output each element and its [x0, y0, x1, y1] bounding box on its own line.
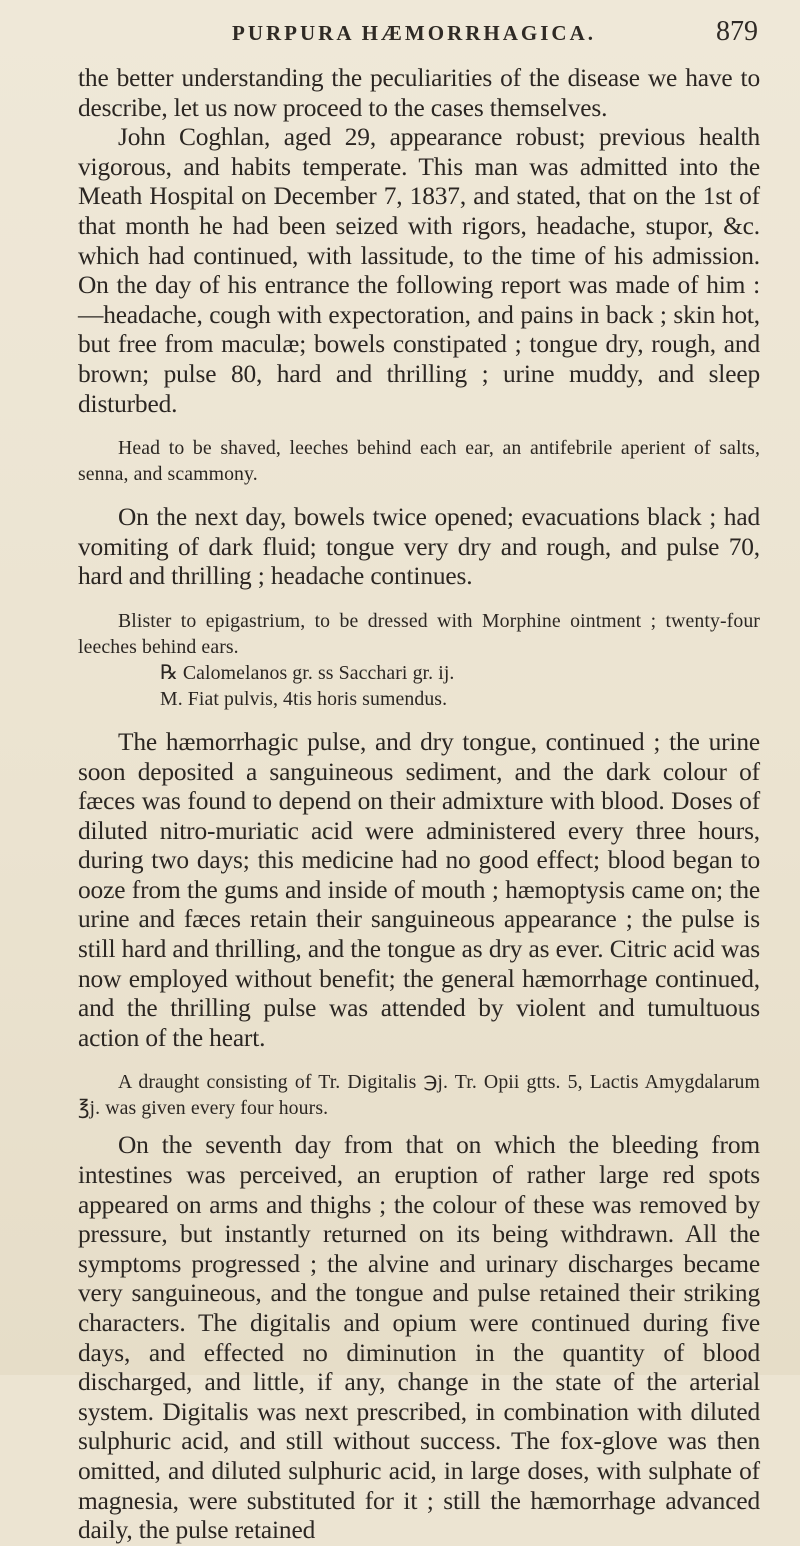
prescription-blister: Blister to epigastrium, to be dressed with Morphine ointment ; twenty-four leeches behind ears. [78, 609, 760, 658]
prescription-head-shaved: Head to be shaved, leeches behind each ear, an antifebrile aperient of salts, senna, and scammony. [78, 437, 760, 486]
paragraph-seventh-day: On the seventh day from that on which the bleeding from intestines was perceived, an eruption of rather large red spots appeared on arms and thighs ; the colour of these was removed by pressure, but instantly returned on its being withdrawn. All the symptoms progressed ; the alvine and urinary discharges became very sanguineous, and the tongue and pulse retained their striking characters. The digitalis and opium were continued during five days, and effected no diminution in the quantity of blood discharged, and little, if any, change in the state of the arterial system. Digitalis was next prescribed, in combination with diluted sulphuric acid, and still without success. The fox-glove was then omitted, and diluted sulphuric acid, in large doses, with sulphate of magnesia, were substituted for it ; still the hæmorrhage advanced daily, the pulse retained [78, 1131, 760, 1545]
paragraph-haemorrhagic-pulse: The hæmorrhagic pulse, and dry tongue, continued ; the urine soon deposited a sanguineous sediment, and the dark colour of fæces was found to depend on their admixture with blood. Doses of diluted nitro-muriatic acid were administered every three hours, during two days; this medicine had no good effect; blood began to ooze from the gums and inside of mouth ; hæmoptysis came on; the urine and fæces retain their sanguineous appearance ; the pulse is still hard and thrilling, and the tongue as dry as ever. Citric acid was now employed without benefit; the general hæmorrhage continued, and the thrilling pulse was attended by violent and tumultuous action of the heart. [78, 727, 760, 1052]
paragraph-case-history: John Coghlan, aged 29, appearance robust; previous health vigorous, and habits temperate. This man was admitted into the Meath Hospital on December 7, 1837, and stated, that on the 1st of that month he had been seized with rigors, headache, stupor, &c. which had continued, with lassitude, to the time of his admission. On the day of his entrance the following report was made of him :—headache, cough with expectoration, and pains in back ; skin hot, but free from maculæ; bowels constipated ; tongue dry, rough, and brown; pulse 80, hard and thrilling ; urine muddy, and sleep disturbed. [78, 123, 760, 418]
body-text [78, 64, 760, 1546]
page-header [78, 16, 758, 64]
running-title: PURPURA HÆMORRHAGICA. [232, 21, 596, 45]
prescription-pulvis: M. Fiat pulvis, 4tis horis sumendus. [160, 687, 448, 710]
prescription-calomel: ℞ Calomelanos gr. ss Sacchari gr. ij. [160, 661, 455, 684]
paragraph-next-day: On the next day, bowels twice opened; evacuations black ; had vomiting of dark fluid; tongue very dry and rough, and pulse 70, hard and thrilling ; headache continues. [78, 503, 760, 591]
page-number: 879 [716, 16, 758, 47]
prescription-draught: A draught consisting of Tr. Digitalis ℈j. Tr. Opii gtts. 5, Lactis Amygdalarum ℥j. was given every four hours. [78, 1071, 760, 1120]
paragraph-intro: the better understanding the peculiarities of the disease we have to describe, let us now proceed to the cases themselves. [78, 64, 760, 122]
